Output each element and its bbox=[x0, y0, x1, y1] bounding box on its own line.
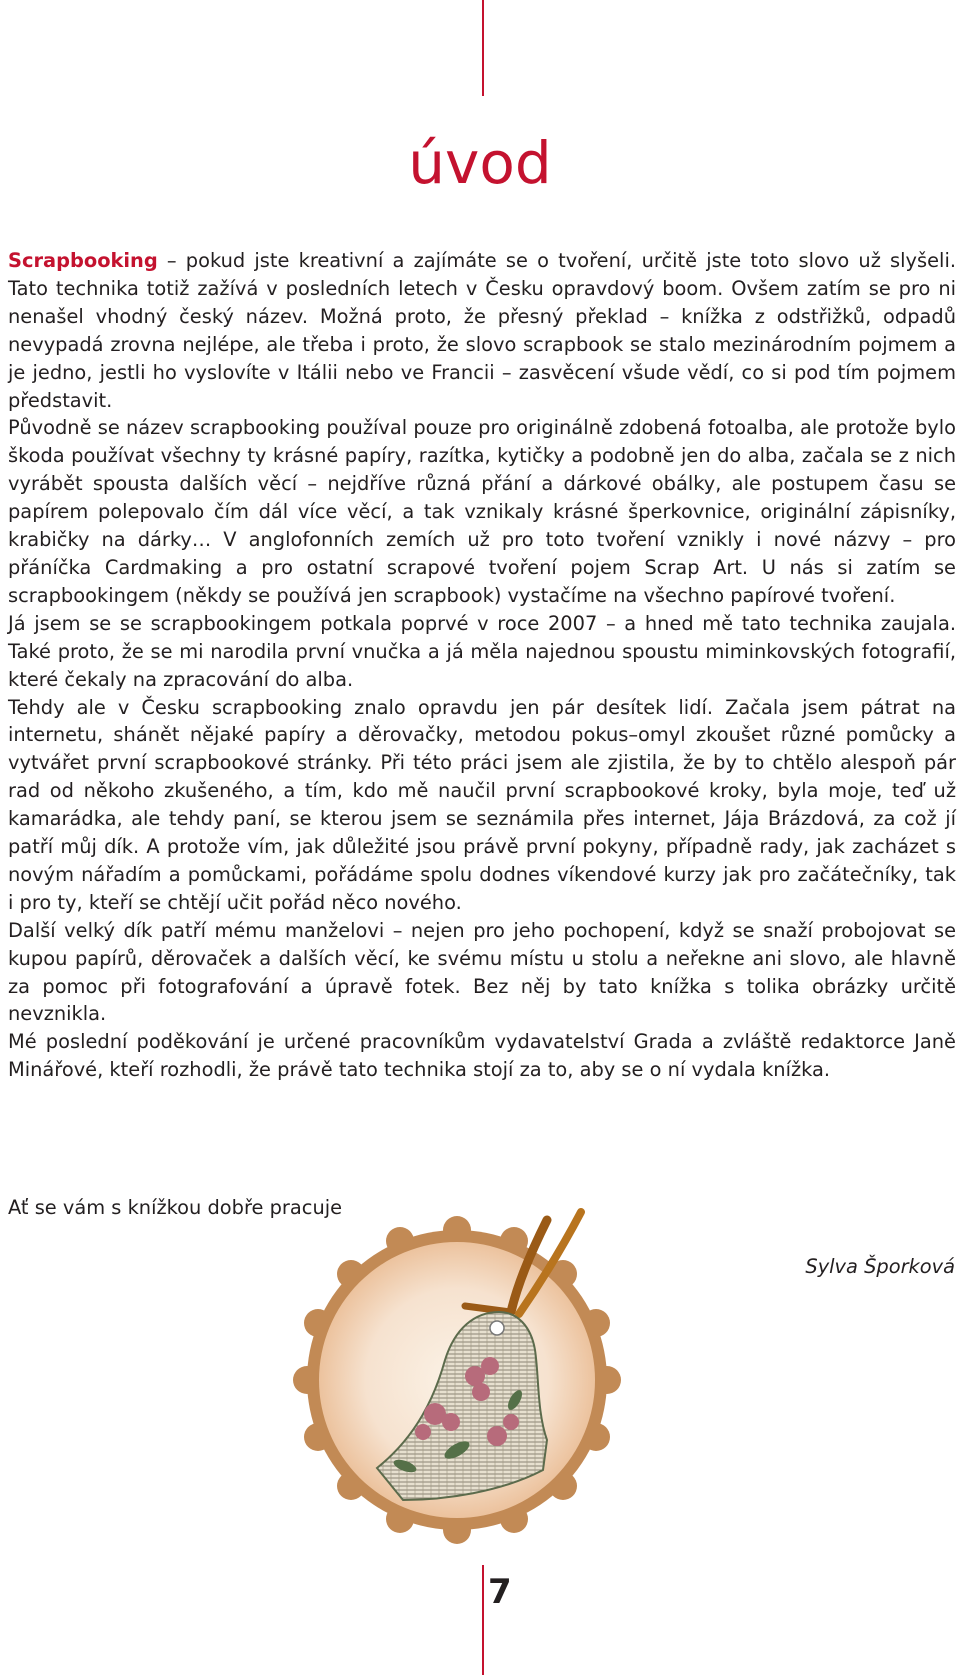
top-divider-line bbox=[482, 0, 484, 96]
paragraph: Já jsem se se scrapbookingem potkala poprvé v roce 2007 – a hned mě tato technika zaujala. Také proto, že se mi narodila první vnučka a já měla najednou spoustu miminkovských fotografií, které čekaly na zpracování do alba. bbox=[8, 611, 956, 691]
page-number: 7 bbox=[488, 1572, 512, 1612]
intro-paragraph bbox=[8, 247, 956, 414]
bottom-divider-line bbox=[482, 1565, 484, 1675]
bell-tag-ornament-icon bbox=[285, 1200, 630, 1545]
paragraph: Mé poslední poděkování je určené pracovníkům vydavatelství Grada a zvláště redaktorce Janě Minářové, kteří rozhodli, že právě tato technika stojí za to, aby se o ní vydala knížka. bbox=[8, 1030, 956, 1082]
intro-text: – pokud jste kreativní a zajímáte se o tvoření, určitě jste toto slovo už slyšeli. Tato technika totiž zažívá v posledních letech v Česku opravdový boom. Ovšem zatím se pro ni nenašel vhodný český název. Možná proto, že přesný překlad – knížka z odstřižků, odpadů nevypadá zrovna nejlépe, ale třeba i proto, že slovo scrapbook se stalo mezinárodním pojmem a je jedno, jestli ho vyslovíte v Itálii nebo ve Francii – zasvěcení všude vědí, co si pod tím pojmem představit. bbox=[8, 249, 956, 412]
paragraph: Tehdy ale v Česku scrapbooking znalo opravdu jen pár desítek lidí. Začala jsem pátrat na internetu, shánět nějaké papíry a děrovačky, metodou pokus–omyl zkoušet různé pomůcky a vytvářet první scrapbookové stránky. Při této práci jsem ale zjistila, že by to chtělo alespoň pár rad od někoho zkušeného, a tím, kdo mě naučil první scrapbookové kroky, byla moje, teď už kamarádka, ale tehdy paní, se kterou jsem se seznámila přes internet, Jája Brázdová, za což jí patří můj dík. A protože vím, jak důležité jsou právě první pokyny, případně rady, jak zacházet s novým nářadím a pomůckami, pořádáme spolu dodnes víkendové kurzy jak pro začátečníky, tak i pro ty, kteří se chtějí učit pořád něco nového. bbox=[8, 695, 956, 914]
closing-line: Ať se vám s knížkou dobře pracuje bbox=[8, 1196, 343, 1219]
author-signature: Sylva Šporková bbox=[805, 1255, 955, 1278]
paragraph: Původně se název scrapbooking používal pouze pro originálně zdobená fotoalba, ale protože bylo škoda používat všechny ty krásné papíry, razítka, kytičky a podobně jen do alba, začala se z nich vyrábět spousta dalších věcí – nejdříve různá přání a dárkové obálky, ale postupem času se papírem polepovalo čím dál více věcí, a tak vznikaly krásné šperkovnice, originální zápisníky, krabičky na dárky… V anglofonních zemích už pro toto tvoření vznikly i nové názvy – pro přáníčka Cardmaking a pro ostatní scrapové tvoření pojem Scrap Art. U nás si zatím se scrapbookingem (někdy se používá jen scrapbook) vystačíme na všechno papírové tvoření. bbox=[8, 416, 956, 607]
paragraph: Další velký dík patří mému manželovi – nejen pro jeho pochopení, když se snaží probojovat se kupou papírů, děrovaček a dalších věcí, ke svému místu u stolu a neřekne ani slovo, ale hlavně za pomoc při fotografování a úpravě fotek. Bez něj by tato knížka s tolika obrázky určitě nevznikla. bbox=[8, 918, 956, 1026]
page-title: úvod bbox=[408, 129, 552, 197]
body-text bbox=[8, 247, 956, 1084]
intro-keyword: Scrapbooking bbox=[8, 249, 158, 272]
